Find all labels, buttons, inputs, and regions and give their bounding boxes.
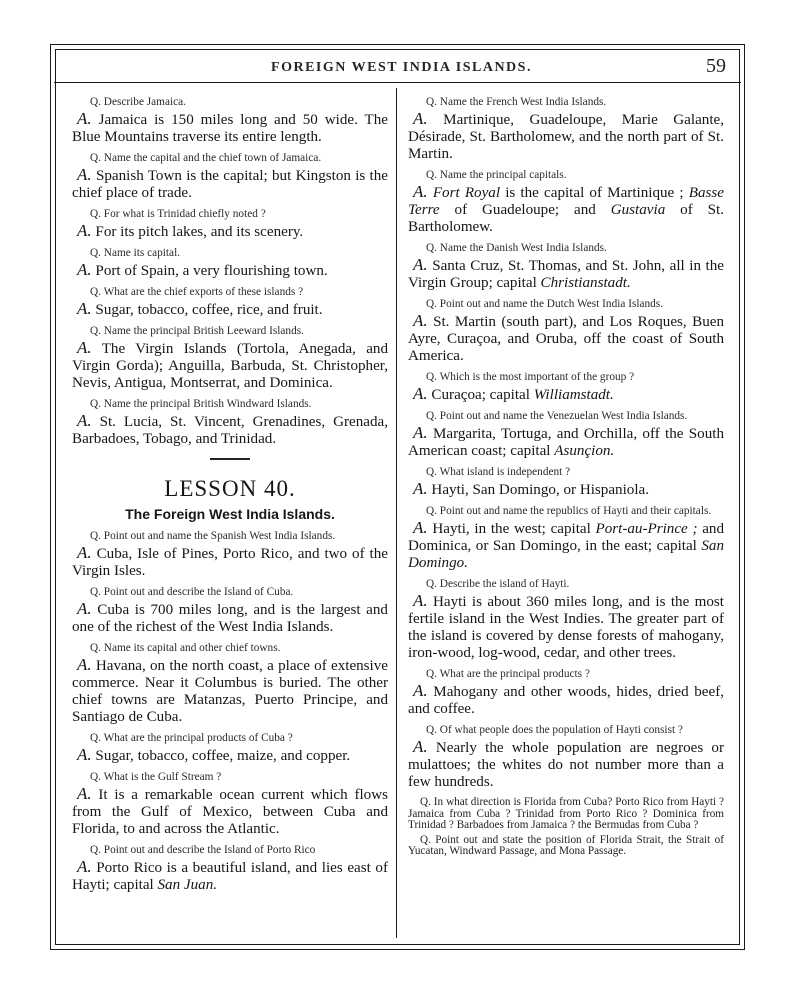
qa-chief-exports xyxy=(72,286,388,319)
answer: A. Havana, on the north coast, a place of extensive commerce. Near it Columbus is buried. The other chief towns are Matanzas, Puerto Principe, and Santiago de Cuba. xyxy=(72,655,388,725)
question: Q. Which is the most important of the group ? xyxy=(426,371,635,383)
qa-french-islands xyxy=(408,96,724,163)
answer: A. Fort Royal is the capital of Martinique ; Basse Terre of Guadeloupe; and Gustavia of St. Bartholomew. xyxy=(408,182,724,235)
answer: A. Hayti is about 360 miles long, and is the most fertile island in the West Indies. The greater part of the island is covered by dense forests of mahogany, iron-wood, log-wood, cedar, and other trees. xyxy=(408,591,725,661)
answer: A. The Virgin Islands (Tortola, Anegada, and Virgin Gorda); Anguilla, Barbuda, St. Christopher, Nevis, Antigua, Montserrat, and Dominica. xyxy=(72,338,388,391)
question: Q. Name the Danish West India Islands. xyxy=(426,242,607,254)
question: Q. For what is Trinidad chiefly noted ? xyxy=(90,208,266,220)
qa-porto-rico xyxy=(72,844,388,894)
question: Q. Name the French West India Islands. xyxy=(426,96,607,108)
question: Q. Name its capital and other chief towns. xyxy=(90,642,281,654)
lesson-title: LESSON 40. xyxy=(164,476,296,501)
running-header: FOREIGN WEST INDIA ISLANDS. xyxy=(271,60,532,75)
right-column xyxy=(408,96,724,861)
map-question-straits: Q. Point out and state the position of Florida Strait, the Strait of Yucatan, Windward Passage, and Mona Passage. xyxy=(408,833,724,857)
qa-describe-jamaica xyxy=(72,96,388,146)
question: Q. Name the principal capitals. xyxy=(426,169,567,181)
answer: A. Sugar, tobacco, coffee, maize, and copper. xyxy=(77,745,351,764)
answer: A. Mahogany and other woods, hides, dried beef, and coffee. xyxy=(408,681,724,717)
page-number: 59 xyxy=(706,55,726,77)
question: Q. What island is independent ? xyxy=(426,466,571,478)
qa-venezuelan-islands xyxy=(408,410,724,460)
qa-cuba-towns xyxy=(72,642,388,726)
qa-describe-hayti xyxy=(408,578,724,662)
qa-trinidad-noted xyxy=(72,208,388,241)
column-divider xyxy=(396,88,397,938)
answer: A. Curaçoa; capital Williamstadt. xyxy=(413,384,614,403)
question: Q. Name the principal British Leeward Islands. xyxy=(90,325,304,337)
answer: A. Jamaica is 150 miles long and 50 wide. The Blue Mountains traverse its entire length. xyxy=(72,109,389,145)
answer: A. Santa Cruz, St. Thomas, and St. John, all in the Virgin Group; capital Christianstadt. xyxy=(408,255,724,291)
lesson-subtitle: The Foreign West India Islands. xyxy=(125,506,335,522)
qa-leeward-islands xyxy=(72,325,388,392)
qa-most-important xyxy=(408,371,724,404)
question: Q. Describe the island of Hayti. xyxy=(426,578,570,590)
answer: A. Porto Rico is a beautiful island, and lies east of Hayti; capital San Juan. xyxy=(72,857,388,893)
answer: A. It is a remarkable ocean current which flows from the Gulf of Mexico, between Cuba and Florida, to and across the Atlantic. xyxy=(72,784,388,837)
question: Q. Point out and describe the Island of Porto Rico xyxy=(90,844,316,856)
map-question-directions: Q. In what direction is Florida from Cuba? Porto Rico from Hayti ? Jamaica from Cuba ? Trinidad from Porto Rico ? Dominica from Trinidad ? Barbadoes from Jamaica ? the Bermudas from Cuba ? xyxy=(408,796,724,831)
qa-hayti-population xyxy=(408,724,724,791)
question: Q. Name its capital. xyxy=(90,247,181,259)
answer: A. Sugar, tobacco, coffee, rice, and fruit. xyxy=(77,299,323,318)
lesson-rule xyxy=(210,458,250,460)
question: Q. Name the principal British Windward Islands. xyxy=(90,398,312,410)
answer: A. St. Martin (south part), and Los Roques, Buen Ayre, Curaçoa, and Oruba, off the coast of South America. xyxy=(408,311,724,364)
question: Q. Point out and name the Dutch West India Islands. xyxy=(426,298,664,310)
question: Q. Point out and describe the Island of Cuba. xyxy=(90,586,294,598)
question: Q. Point out and name the Spanish West India Islands. xyxy=(90,530,336,542)
question: Q. Name the capital and the chief town of Jamaica. xyxy=(90,152,322,164)
answer: A. St. Lucia, St. Vincent, Grenadines, Grenada, Barbadoes, Tobago, and Trinidad. xyxy=(72,411,388,447)
question: Q. What are the principal products of Cuba ? xyxy=(90,732,293,744)
answer: A. Martinique, Guadeloupe, Marie Galante, Désirade, St. Bartholomew, and the north part of St. Martin. xyxy=(408,109,724,162)
qa-french-capitals xyxy=(408,169,724,236)
qa-hayti-republics xyxy=(408,505,724,572)
qa-independent-island xyxy=(408,466,724,499)
qa-trinidad-capital xyxy=(72,247,388,280)
qa-jamaica-capital xyxy=(72,152,388,202)
question: Q. What are the chief exports of these islands ? xyxy=(90,286,304,298)
qa-windward-islands xyxy=(72,398,388,448)
answer: A. For its pitch lakes, and its scenery. xyxy=(77,221,304,240)
answer: A. Hayti, San Domingo, or Hispaniola. xyxy=(413,479,649,498)
answer: A. Spanish Town is the capital; but Kingston is the chief place of trade. xyxy=(72,165,388,201)
left-column xyxy=(72,96,388,900)
qa-spanish-islands xyxy=(72,530,388,580)
qa-describe-cuba xyxy=(72,586,388,636)
question: Q. Of what people does the population of Hayti consist ? xyxy=(426,724,683,736)
answer: A. Cuba is 700 miles long, and is the largest and one of the richest of the West India Islands. xyxy=(72,599,388,635)
qa-dutch-islands xyxy=(408,298,724,365)
header-rule xyxy=(54,82,741,83)
answer: A. Nearly the whole population are negroes or mulattoes; the whites do not number more than a few hundreds. xyxy=(408,737,724,790)
question: Q. Describe Jamaica. xyxy=(90,96,186,108)
question: Q. What are the principal products ? xyxy=(426,668,590,680)
qa-gulf-stream xyxy=(72,771,388,838)
qa-cuba-products xyxy=(72,732,388,765)
answer: A. Hayti, in the west; capital Port-au-Prince ; and Dominica, or San Domingo, in the east; capital San Domingo. xyxy=(408,518,724,571)
answer: A. Port of Spain, a very flourishing town. xyxy=(77,260,328,279)
qa-danish-islands xyxy=(408,242,724,292)
question: Q. What is the Gulf Stream ? xyxy=(90,771,222,783)
question: Q. Point out and name the republics of Hayti and their capitals. xyxy=(426,505,712,517)
answer: A. Margarita, Tortuga, and Orchilla, off the South American coast; capital Asunçion. xyxy=(408,423,725,459)
question: Q. Point out and name the Venezuelan West India Islands. xyxy=(426,410,688,422)
qa-hayti-products xyxy=(408,668,724,718)
answer: A. Cuba, Isle of Pines, Porto Rico, and two of the Virgin Isles. xyxy=(72,543,388,579)
